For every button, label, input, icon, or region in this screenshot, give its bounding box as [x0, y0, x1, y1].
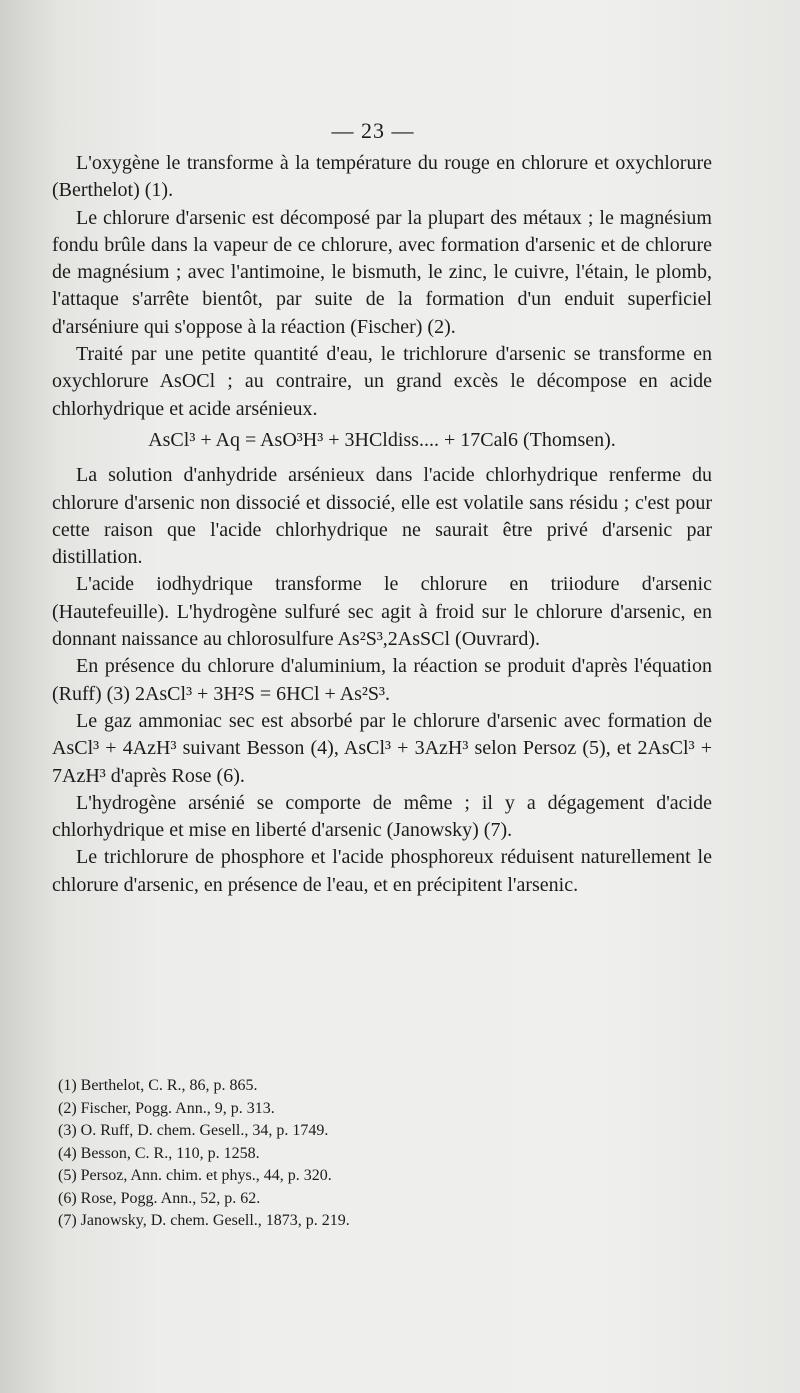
paragraph-phosphorus: Le trichlorure de phosphore et l'acide phosphoreux réduisent naturellement le chlorure d'arsenic, en présence de l'eau, et en précipitent l'arsenic. — [52, 846, 712, 896]
page-number: — 23 — — [331, 118, 415, 143]
paragraph-ammonia: Le gaz ammoniac sec est absorbé par le chlorure d'arsenic avec formation de AsCl³ + 4AzH³ suivant Besson (4), AsCl³ + 3AzH³ selon Persoz (5), et 2AsCl³ + 7AzH³ d'après Rose (6). — [52, 709, 712, 787]
footnote-3: (3) O. Ruff, D. chem. Gesell., 34, p. 1749. — [58, 1122, 329, 1139]
footnote-7: (7) Janowsky, D. chem. Gesell., 1873, p. 219. — [58, 1212, 350, 1229]
equation-thomsen: AsCl³ + Aq = AsO³H³ + 3HCldiss.... + 17Cal6 (Thomsen). — [148, 428, 616, 451]
paragraph-metals: Le chlorure d'arsenic est décomposé par la plupart des métaux ; le magnésium fondu brûle dans la vapeur de ce chlorure, avec formation d'arsenic et de chlorure de magnésium ; avec l'antimoine, le bismuth, le zinc, le cuivre, l'étain, le plomb, l'attaque s'arrête bientôt, par suite de la formation d'un enduit superficiel d'arséniure qui s'oppose à la réaction (Fischer) (2). — [52, 206, 712, 338]
footnote-1: (1) Berthelot, C. R., 86, p. 865. — [58, 1077, 258, 1094]
footnote-4: (4) Besson, C. R., 110, p. 1258. — [58, 1144, 260, 1162]
footnote-6: (6) Rose, Pogg. Ann., 52, p. 62. — [58, 1189, 261, 1207]
paragraph-solution: La solution d'anhydride arsénieux dans l'acide chlorhydrique renferme du chlorure d'arsenic non dissocié et dissocié, elle est volatile sans résidu ; c'est pour cette raison que l'acide chlorhydrique ne saurait être privé d'arsenic par distillation. — [52, 464, 712, 569]
paragraph-aluminium: En présence du chlorure d'aluminium, la réaction se produit d'après l'équation (Ruff) (3) 2AsCl³ + 3H²S = 6HCl + As²S³. — [52, 655, 712, 705]
main-text — [52, 150, 712, 899]
footnote-5: (5) Persoz, Ann. chim. et phys., 44, p. 320. — [58, 1167, 332, 1184]
paragraph-oxygen: L'oxygène le transforme à la température du rouge en chlorure et oxychlorure (Berthelot) (1). — [52, 152, 712, 202]
paragraph-water: Traité par une petite quantité d'eau, le trichlorure d'arsenic se transforme en oxychlorure AsOCl ; au contraire, un grand excès le décompose en acide chlorhydrique et acide arsénieux. — [52, 343, 712, 420]
footnote-2: (2) Fischer, Pogg. Ann., 9, p. 313. — [58, 1099, 275, 1117]
paragraph-iodhydric: L'acide iodhydrique transforme le chlorure en triiodure d'arsenic (Hautefeuille). L'hydrogène sulfuré sec agit à froid sur le chlorure d'arsenic, en donnant naissance au chlorosulfure As²S³,2AsSCl (Ouvrard). — [52, 573, 712, 651]
paragraph-arsine: L'hydrogène arsénié se comporte de même ; il y a dégagement d'acide chlorhydrique et mise en liberté d'arsenic (Janowsky) (7). — [52, 791, 712, 842]
footnotes — [58, 1075, 618, 1233]
